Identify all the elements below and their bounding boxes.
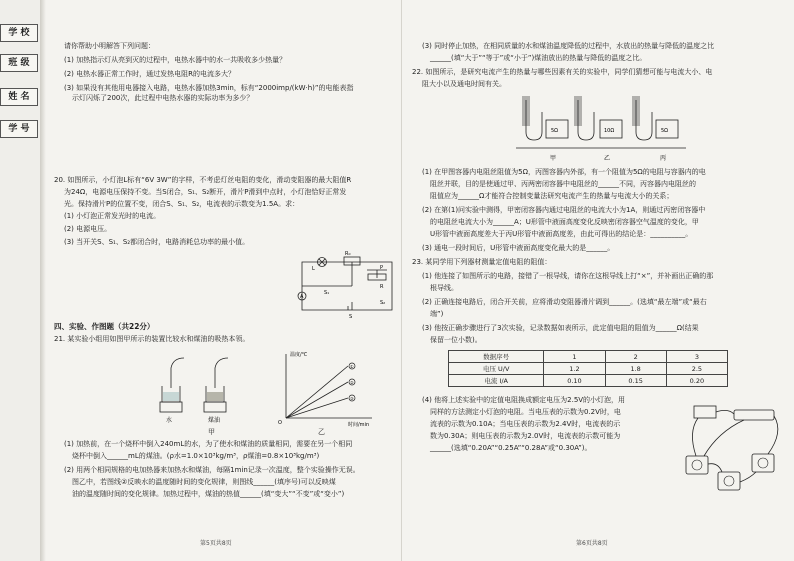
q22-u-tube-figure [516, 92, 686, 164]
table-header-cell: 2 [605, 351, 666, 363]
q21-part2-line1: (2) 用两个相同规格的电加热器来加热水和煤油，每隔1min记录一次温度，整个实验操作无误。 [64, 466, 360, 474]
q23-part2-line1: (2) 正确连接电路后，闭合开关前，应将滑动变阻器滑片调到______。(选填“最左端”或“最右 [422, 298, 707, 306]
q22-part1-line2: 阻丝并联，目的是使通过甲、丙两密闭容器中电阻丝的______不同，丙容器内电阻丝的 [430, 180, 696, 188]
q23-part4-line2: 同样的方法测定小灯泡的电阻。当电压表的示数为0.2V时，电 [430, 408, 621, 416]
student-id-label: 学 号 [0, 120, 38, 138]
fig-kerosene-label: 煤油 [208, 417, 221, 424]
table-cell: 0.20 [666, 375, 727, 387]
q21-line1: 21. 某实验小组用如图甲所示的装置比较水和煤油的吸热本领。 [54, 335, 250, 343]
circuit-p-label: P [380, 265, 384, 271]
graph-line2-marker: ② [350, 380, 354, 385]
q22-line2: 阻大小以及通电时间有关。 [422, 80, 506, 88]
container-yi-resistor: 10Ω [604, 128, 615, 134]
q23-circuit-apparatus [678, 392, 786, 502]
fig-yi-label: 乙 [318, 428, 325, 436]
container-jia-resistor: 5Ω [551, 128, 559, 134]
q20-line3: 光。保持滑片P的位置不变，闭合S、S₁、S₂，电流表的示数变为1.5A。求： [64, 200, 300, 208]
circuit-r-label: R [380, 284, 384, 290]
q22-part3: (3) 通电一段时间后，U形管中液面高度变化最大的是______。 [422, 244, 615, 252]
q22-part1-line1: (1) 在甲图容器内电阻丝阻值为5Ω，丙图容器内外部，有一个阻值为5Ω的电阻与容器内的电 [422, 168, 706, 176]
q21-part2-line3: 油的温度随时间的变化规律。加热过程中，煤油的热值______(填“变大”“不变”或“变小”) [72, 490, 345, 498]
table-header-cell: 数据序号 [449, 351, 544, 363]
table-header-cell: 3 [666, 351, 727, 363]
circuit-l-label: L [312, 266, 315, 272]
graph-line1-marker: ① [350, 364, 354, 369]
q20-part2: (2) 电源电压。 [64, 225, 112, 233]
q23-part4-line4: 数为0.30A；则电压表的示数为2.0V时，电流表的示数可能为 [430, 432, 621, 440]
graph-y-axis-label: 温度/℃ [290, 352, 308, 358]
table-cell: 电流 I/A [449, 375, 544, 387]
q23-part2-line2: 端”) [430, 310, 444, 318]
table-cell: 1.8 [605, 363, 666, 375]
right-page [408, 0, 788, 561]
circuit-s-label: S [349, 314, 353, 320]
q19-part1: (1) 加热指示灯从亮到灭的过程中，电热水器中的水一共吸收多少热量？ [64, 56, 287, 64]
q23-part4-line1: (4) 他将上述实验中的定值电阻换成额定电压为2.5V的小灯泡，用 [422, 396, 626, 404]
q23-part1-line1: (1) 他连接了如图所示的电路，接错了一根导线，请你在这根导线上打“×”，并补画出正确的那 [422, 272, 714, 280]
circuit-ammeter: A [300, 294, 304, 300]
q23-data-table [448, 350, 728, 387]
fig-yi-label: 乙 [604, 155, 611, 162]
q22-part1-line3: 阻值应为______Ω才能符合控制变量法研究电流产生的热量与电流大小的关系； [430, 192, 674, 200]
q21-part2-line2: 图乙中，若图线②反映水的温度随时间的变化规律，则图线______(填序号)可以反映煤 [72, 478, 336, 486]
q20-part1: (1) 小灯泡正常发光时的电流。 [64, 212, 161, 220]
binding-strip [0, 0, 41, 561]
table-cell: 0.15 [605, 375, 666, 387]
graph-line3-marker: ③ [350, 396, 354, 401]
q21-part1-line2: 烧杯中倒入______mL的煤油。(ρ水=1.0×10³kg/m³，ρ煤油=0.8×10³kg/m³) [72, 452, 320, 460]
name-label: 姓 名 [0, 88, 38, 106]
q19-part3-line1: (3) 如果没有其他用电器接入电路，电热水器加热3min，标有“2000imp/(kW·h)”的电能表指 [64, 84, 354, 92]
q22-part2-line1: (2) 在第(1)问实验中测得，甲密闭容器内通过电阻丝的电流大小为1A，则通过丙密闭容器中 [422, 206, 706, 214]
graph-origin-label: O [278, 420, 282, 426]
q20-circuit-diagram [292, 248, 402, 320]
table-header-cell: 1 [544, 351, 605, 363]
q19-part2: (2) 电热水器正常工作时，通过发热电阻R的电流多大？ [64, 70, 236, 78]
circuit-s2-label: S₂ [380, 300, 386, 306]
q21-part3-line2: ______(填“大于”“等于”或“小于”)煤油放出的热量与降低的温度之比。 [430, 54, 647, 62]
q23-part4-line3: 流表的示数为0.10A；当电压表的示数为2.4V时，电流表的示 [430, 420, 621, 428]
left-page-footer: 第5页共8页 [200, 540, 232, 547]
table-cell: 电压 U/V [449, 363, 544, 375]
q19-intro: 请你帮助小明解答下列问题： [64, 42, 155, 50]
q21-temperature-graph [272, 348, 382, 428]
fig-water-label: 水 [166, 417, 173, 424]
q19-part3-line2: 示灯闪烁了200次，此过程中电热水器的实际功率为多少？ [72, 94, 254, 102]
school-label: 学 校 [0, 24, 38, 42]
q21-part3-line1: (3) 同时停止加热，在相同质量的水和煤油温度降低的过程中，水放出的热量与降低的温度之比 [422, 42, 715, 50]
container-bing-resistor: 5Ω [661, 128, 669, 134]
fig-jia-label: 甲 [550, 155, 557, 162]
table-cell: 1.2 [544, 363, 605, 375]
q21-part1-line1: (1) 加热前，在一个烧杯中倒入240mL的水，为了使水和煤油的质量相同，需要在另一个相同 [64, 440, 353, 448]
q20-part3: (3) 当开关S、S₁、S₂都闭合时，电路消耗总功率的最小值。 [64, 238, 250, 246]
fig-jia-label: 甲 [208, 428, 215, 436]
class-label: 班 级 [0, 54, 38, 72]
q20-line2: 为24Ω，电源电压保持不变。当S闭合，S₁、S₂断开，滑片P滑到中点时，小灯泡恰好正常发 [64, 188, 347, 196]
q23-part3-line2: 保留一位小数)。 [430, 336, 482, 344]
section-4-title: 四、实验、作图题（共22分） [54, 322, 155, 331]
q23-part1-line2: 根导线。 [430, 284, 458, 292]
circuit-s1-label: S₁ [324, 290, 330, 296]
table-cell: 0.10 [544, 375, 605, 387]
table-cell: 2.5 [666, 363, 727, 375]
graph-x-axis-label: 时间/min [348, 422, 370, 428]
q20-line1: 20. 如图所示，小灯泡L标有“6V 3W”的字样，不考虑灯丝电阻的变化，滑动变阻器的最大阻值R [54, 176, 352, 184]
fig-bing-label: 丙 [660, 155, 667, 162]
q23-line1: 23. 某同学用下列器材测量定值电阻的阻值： [412, 258, 552, 266]
circuit-r0-label: R₀ [345, 251, 351, 257]
q23-part4-line5: ______(选填“0.20A”“0.25A”“0.28A”或“0.30A”)。 [430, 444, 592, 452]
q22-part2-line2: 的电阻丝电流大小为______A；U形管中液面高度变化反映密闭容器空气温度的变化，甲 [430, 218, 699, 226]
q22-part2-line3: U形管中液面高度差大于丙U形管中液面高度差，由此可得出的结论是：__________。 [430, 230, 693, 238]
right-page-footer: 第6页共8页 [576, 540, 608, 547]
q22-line1: 22. 如图所示，是研究电流产生的热量与哪些因素有关的实验中，同学们猜想可能与电流大小、电 [412, 68, 713, 76]
table-row [449, 363, 728, 375]
table-row [449, 375, 728, 387]
page-fold-shadow [40, 0, 46, 561]
table-header-row [449, 351, 728, 363]
q21-apparatus-figure [150, 348, 250, 428]
left-page [50, 0, 400, 561]
q23-part3-line1: (3) 他按正确步骤进行了3次实验，记录数据如表所示，此定值电阻的阻值为______Ω(结果 [422, 324, 699, 332]
